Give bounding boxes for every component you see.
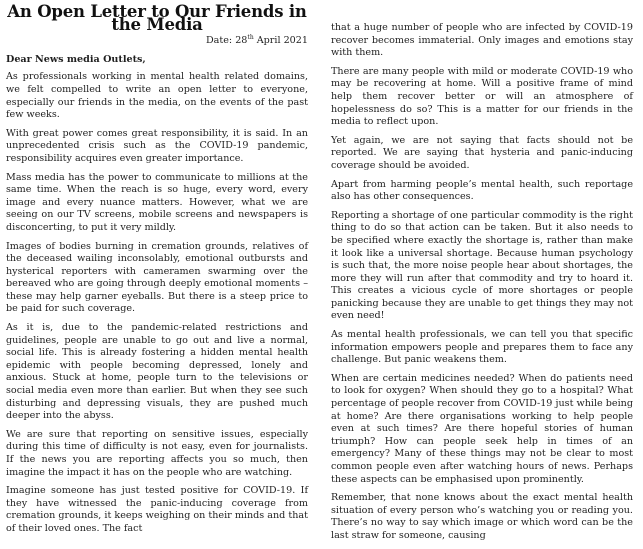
paragraph: Images of bodies burning in cremation grounds, relatives of the deceased wailing inconsolably, emotional outbursts and hysterical reporters with cameramen swarming over the bereaved who are going through deeply emotional moments – these may help garner eyeballs. But there is a steep price to be paid for such coverage. — [6, 240, 308, 315]
paragraph: Yet again, we are not saying that facts should not be reported. We are saying that hysteria and panic-inducing coverage should be avoided. — [331, 134, 633, 171]
paragraph: As professionals working in mental health related domains, we felt compelled to write an open letter to everyone, especially our friends in the media, on the events of the past few weeks. — [6, 71, 308, 121]
paragraph: As mental health professionals, we can tell you that specific information empowers people and prepares them to face any challenge. But panic weakens them. — [331, 329, 633, 366]
paragraph: Remember, that none knows about the exact mental health situation of every person who’s watching you or reading you. There’s no way to say which image or which word can be the last straw for someone, causing — [331, 492, 633, 541]
letter-date — [6, 35, 308, 48]
paragraph: Imagine someone has just tested positive for COVID-19. If they have witnessed the panic-inducing coverage from cremation grounds, it keeps weighing on their minds and that of their loved ones. The fact — [6, 485, 308, 534]
paragraph: Apart from harming people’s mental health, such reportage also has other consequences. — [331, 178, 633, 203]
paragraph: With great power comes great responsibility, it is said. In an unprecedented crisis such as the COVID-19 pandemic, responsibility acquires even greater importance. — [6, 127, 308, 164]
letter-title: An Open Letter to Our Friends in the Media — [7, 2, 307, 34]
paragraph: There are many people with mild or moderate COVID-19 who may be recovering at home. Will a positive frame of mind help them recover better or will an atmosphere of hopelessness do so? This is a matter for our friends in the media to reflect upon. — [331, 65, 633, 128]
date-day: Date: 28 — [205, 35, 248, 47]
date-month-year: April 2021 — [253, 35, 308, 47]
right-column — [331, 22, 633, 549]
paragraph: We are sure that reporting on sensitive issues, especially during this time of difficulty is not easy, even for journalists. If the news you are reporting affects you so much, then imagine the impact it has on the people who are watching. — [6, 428, 308, 478]
paragraph: Reporting a shortage of one particular commodity is the right thing to do so that action can be taken. But it also needs to be specified where exactly the shortage is, rather than make it look like a universal shortage. Because human psychology is such that, the more noise people hear about shortages, the more they will run after that commodity and try to hoard it. This creates a vicious cycle of more shortages or people panicking because they are unable to get things they may not even need! — [331, 209, 633, 322]
paragraph: As it is, due to the pandemic-related restrictions and guidelines, people are unable to go out and live a normal, social life. This is already fostering a hidden mental health epidemic with people becoming depressed, lonely and anxious. Stuck at home, people turn to the televisions or social media even more than earlier. But when they see such disturbing and depressing visuals, they are pushed much deeper into the abyss. — [6, 322, 308, 422]
paragraph: When are certain medicines needed? When do patients need to look for oxygen? When should they go to a hospital? What percentage of people recover from COVID-19 just while being at home? Are there organisations working to help people even at such times? Are there hopeful stories of human triumph? How can people seek help in times of an emergency? Many of these things may not be clear to most common people even after watching hours of news. Perhaps these aspects can be emphasised upon prominently. — [331, 372, 633, 485]
left-column — [6, 0, 308, 542]
paragraph: Mass media has the power to communicate to millions at the same time. When the reach is so huge, every word, every image and every nuance matters. However, what we are seeing on our TV screens, mobile screens and newspapers is disconcerting, to put it very mildly. — [6, 171, 308, 233]
salutation: Dear News media Outlets, — [6, 53, 146, 65]
date-ordinal: th — [247, 34, 254, 41]
paragraph: that a huge number of people who are infected by COVID-19 recover becomes immaterial. Only images and emotions stay with them. — [331, 22, 633, 59]
